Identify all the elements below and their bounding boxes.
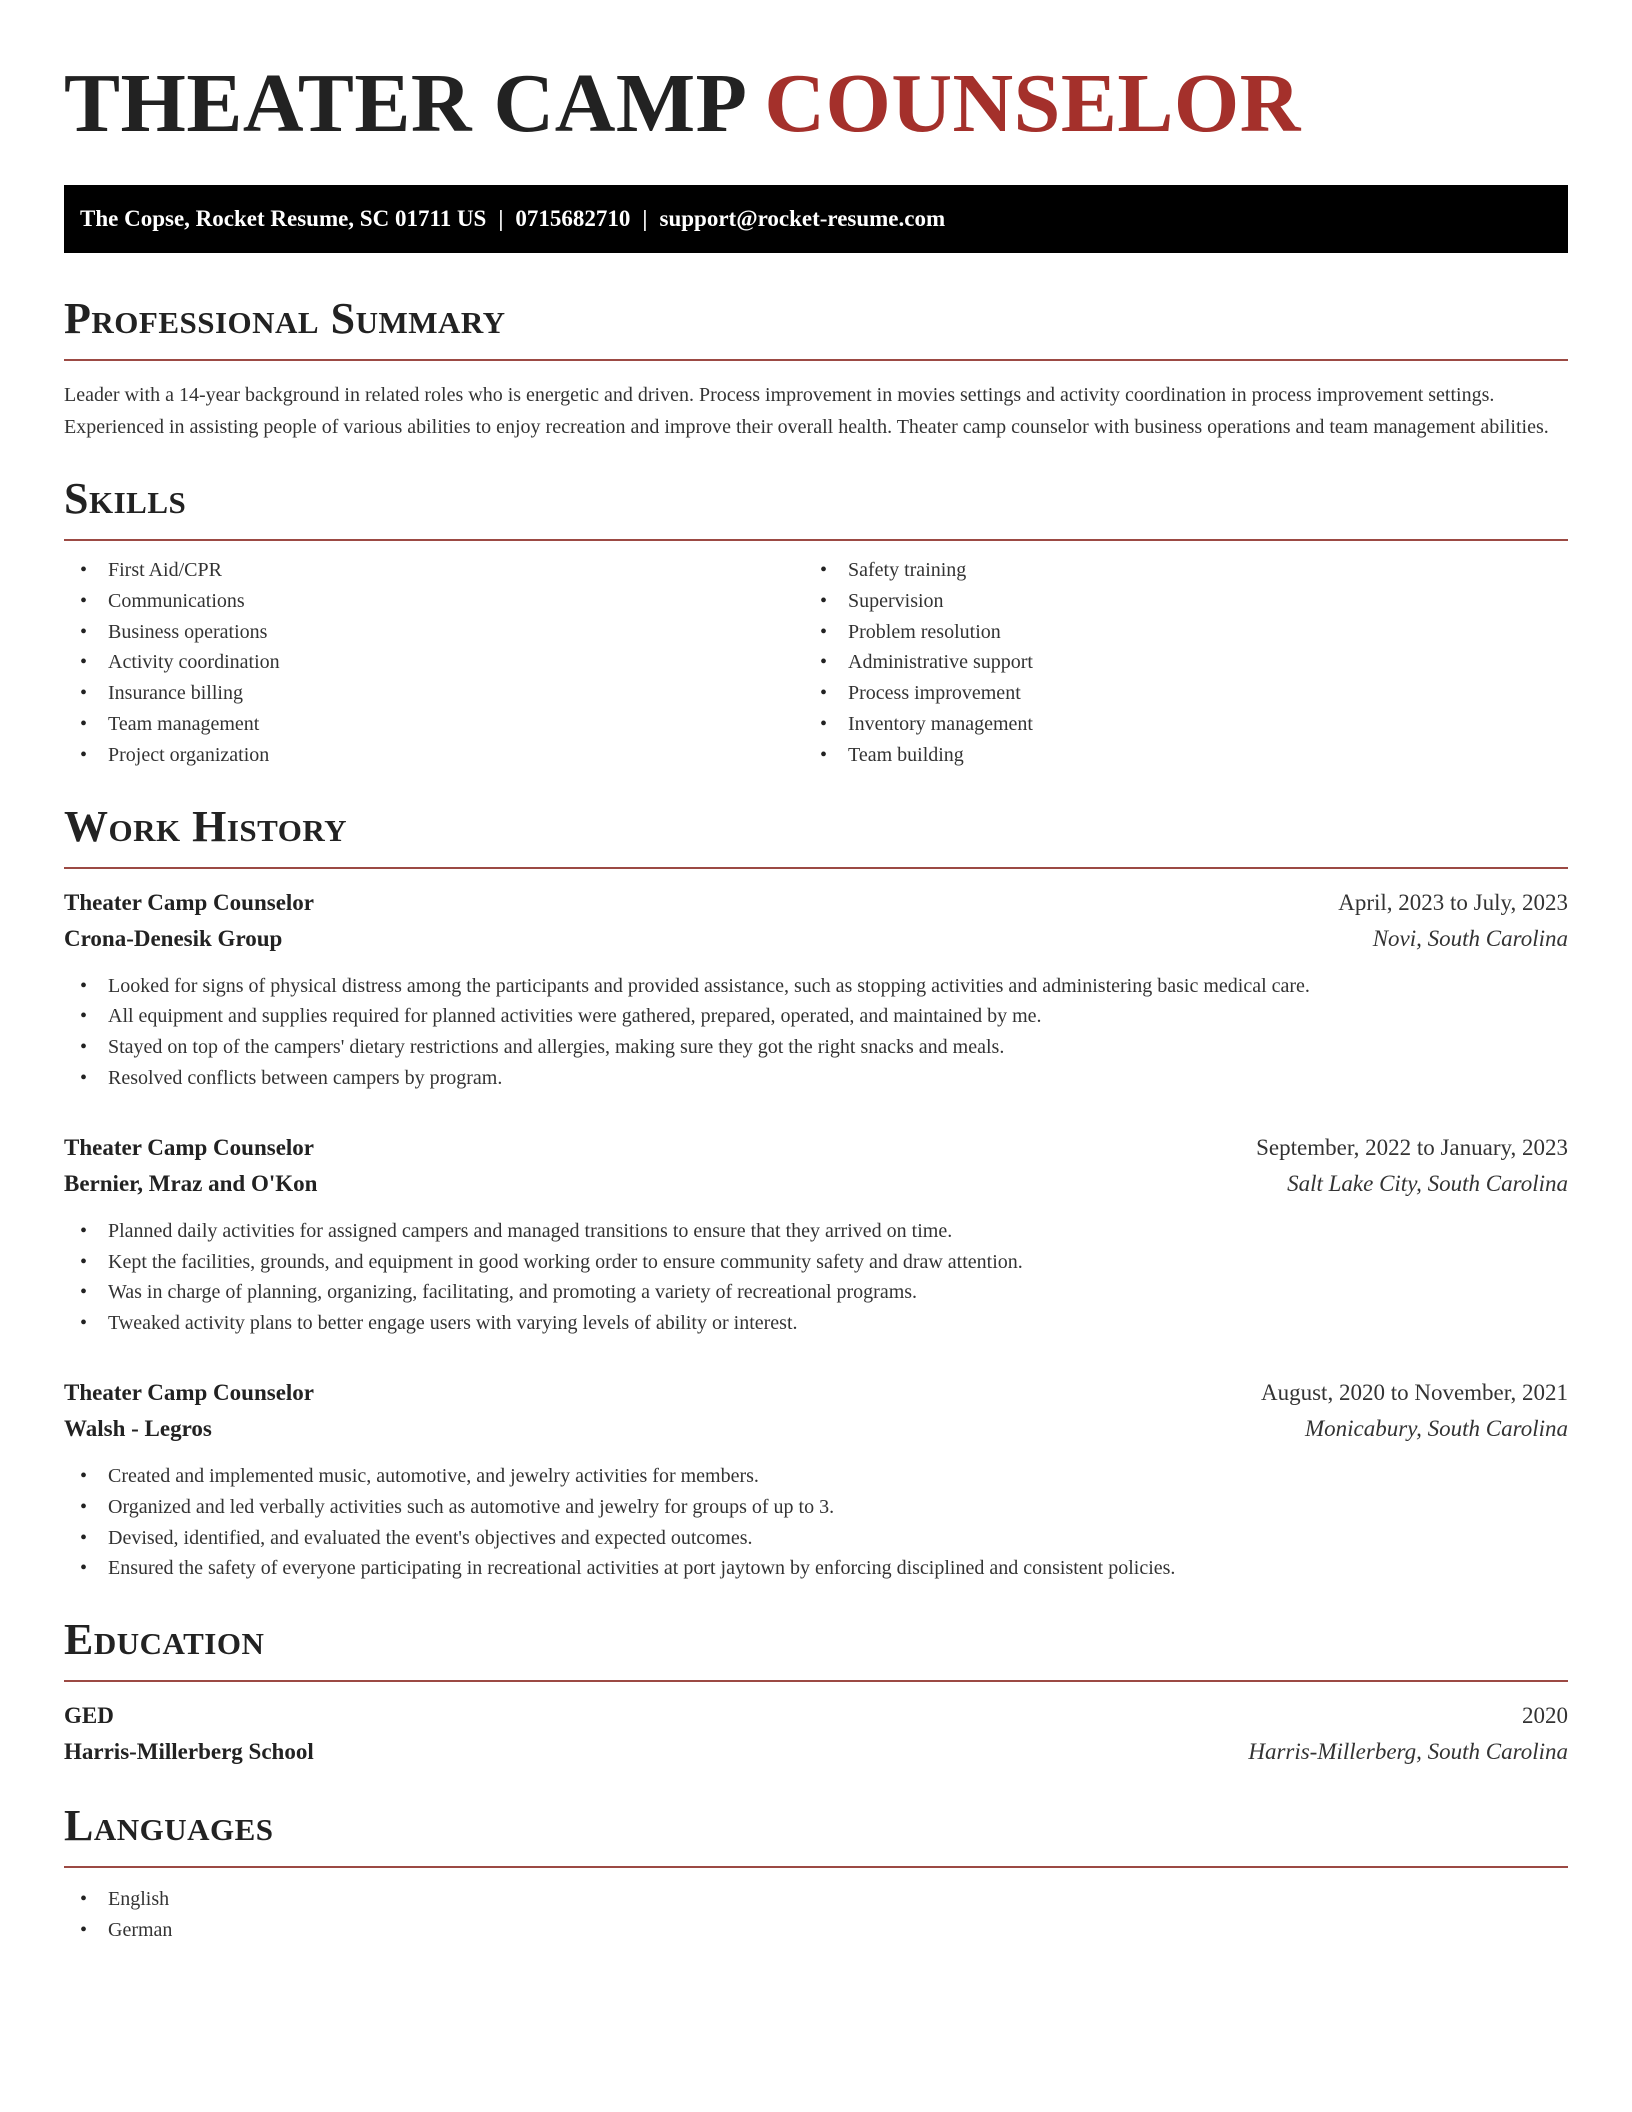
skill-item: • Communications — [64, 586, 804, 617]
skill-item: • Process improvement — [804, 678, 1544, 709]
skills-list-right — [804, 555, 1544, 771]
job-bullet: • Was in charge of planning, organizing, facilitating, and promoting a variety of recreational programs. — [64, 1277, 1568, 1308]
job-entry — [64, 885, 1568, 1094]
job-dates: August, 2020 to November, 2021 — [1261, 1379, 1568, 1405]
section-divider — [64, 1680, 1568, 1682]
skill-item: • Team management — [64, 709, 804, 740]
contact-separator: | — [642, 206, 648, 231]
job-company-row — [64, 1411, 1568, 1447]
education-school-row — [64, 1734, 1568, 1770]
section-divider — [64, 539, 1568, 541]
skills-column-right — [804, 555, 1544, 771]
job-title: Theater Camp Counselor — [64, 1134, 315, 1160]
education-entry — [64, 1698, 1568, 1770]
skill-item: • Administrative support — [804, 647, 1544, 678]
resume-page — [64, 0, 1568, 1946]
job-header-row — [64, 1375, 1568, 1411]
job-bullet: • Ensured the safety of everyone participating in recreational activities at port jaytown by enforcing disciplined and consistent policies. — [64, 1553, 1568, 1584]
job-company: Walsh - Legros — [64, 1415, 212, 1441]
job-bullet: • Stayed on top of the campers' dietary restrictions and allergies, making sure they got the right snacks and meals. — [64, 1032, 1568, 1063]
contact-phone: 0715682710 — [515, 206, 631, 231]
language-item: • German — [64, 1915, 1568, 1946]
job-title: Theater Camp Counselor — [64, 889, 315, 915]
job-entry — [64, 1375, 1568, 1584]
section-divider — [64, 867, 1568, 869]
contact-bar — [64, 185, 1568, 253]
language-item: • English — [64, 1884, 1568, 1915]
education-degree: GED — [64, 1703, 114, 1729]
title-part-1: THEATER CAMP — [64, 57, 743, 150]
job-company: Crona-Denesik Group — [64, 925, 283, 951]
job-entry — [64, 1130, 1568, 1339]
skill-item: • Insurance billing — [64, 678, 804, 709]
skill-item: • Inventory management — [804, 709, 1544, 740]
professional-summary-section — [64, 293, 1568, 443]
section-divider — [64, 1866, 1568, 1868]
summary-text: Leader with a 14-year background in related roles who is energetic and driven. Process improvement in movies settings and activity coordination in process improvement settings. Experienced in assisting people of various abilities to enjoy recreation and improve their overall health. Theater camp counselor with business operations and team management abilities. — [64, 384, 1549, 438]
section-heading: Work History — [64, 801, 348, 851]
job-bullet: • Kept the facilities, grounds, and equipment in good working order to ensure community safety and draw attention. — [64, 1247, 1568, 1278]
section-heading: Languages — [64, 1801, 274, 1851]
education-section — [64, 1614, 1568, 1770]
section-heading: Education — [64, 1615, 265, 1665]
skills-list-left — [64, 555, 804, 771]
skill-item: • Team building — [804, 740, 1544, 771]
job-company-row — [64, 1166, 1568, 1202]
languages-list — [64, 1884, 1568, 1946]
contact-email: support@rocket-resume.com — [659, 206, 946, 231]
education-year: 2020 — [1522, 1703, 1568, 1729]
job-bullets — [64, 1216, 1568, 1339]
skill-item: • First Aid/CPR — [64, 555, 804, 586]
job-bullet: • All equipment and supplies required for planned activities were gathered, prepared, operated, and maintained by me. — [64, 1001, 1568, 1032]
job-bullet: • Created and implemented music, automotive, and jewelry activities for members. — [64, 1461, 1568, 1492]
skill-item: • Business operations — [64, 617, 804, 648]
title-part-2: COUNSELOR — [764, 57, 1301, 150]
section-heading: Professional Summary — [64, 294, 506, 343]
job-bullet: • Planned daily activities for assigned campers and managed transitions to ensure that they arrived on time. — [64, 1216, 1568, 1247]
job-header-row — [64, 885, 1568, 921]
job-location: Salt Lake City, South Carolina — [1287, 1170, 1568, 1196]
job-bullet: • Resolved conflicts between campers by program. — [64, 1063, 1568, 1094]
education-header-row — [64, 1698, 1568, 1734]
contact-address: The Copse, Rocket Resume, SC 01711 US — [80, 206, 487, 231]
job-header-row — [64, 1130, 1568, 1166]
job-title: Theater Camp Counselor — [64, 1379, 315, 1405]
skills-columns — [64, 555, 1568, 771]
languages-section — [64, 1800, 1568, 1946]
skills-section — [64, 473, 1568, 771]
skill-item: • Supervision — [804, 586, 1544, 617]
skill-item: • Activity coordination — [64, 647, 804, 678]
job-dates: September, 2022 to January, 2023 — [1256, 1134, 1568, 1160]
skill-item: • Project organization — [64, 740, 804, 771]
work-history-section — [64, 801, 1568, 1585]
job-bullets — [64, 1461, 1568, 1584]
education-location: Harris-Millerberg, South Carolina — [1248, 1739, 1568, 1765]
skill-item: • Safety training — [804, 555, 1544, 586]
job-location: Novi, South Carolina — [1372, 925, 1568, 951]
job-bullet: • Organized and led verbally activities such as automotive and jewelry for groups of up to 3. — [64, 1492, 1568, 1523]
contact-separator: | — [498, 206, 504, 231]
job-company-row — [64, 921, 1568, 957]
section-divider — [64, 359, 1568, 361]
job-bullet: • Looked for signs of physical distress among the participants and provided assistance, such as stopping activities and administering basic medical care. — [64, 971, 1568, 1002]
job-bullet: • Tweaked activity plans to better engage users with varying levels of ability or interest. — [64, 1308, 1568, 1339]
job-company: Bernier, Mraz and O'Kon — [64, 1170, 318, 1196]
section-heading: Skills — [64, 474, 187, 523]
job-location: Monicabury, South Carolina — [1304, 1415, 1568, 1441]
skill-item: • Problem resolution — [804, 617, 1544, 648]
resume-title — [64, 0, 1568, 152]
job-bullets — [64, 971, 1568, 1094]
skills-column-left — [64, 555, 804, 771]
education-school: Harris-Millerberg School — [64, 1739, 314, 1765]
job-bullet: • Devised, identified, and evaluated the event's objectives and expected outcomes. — [64, 1523, 1568, 1554]
job-dates: April, 2023 to July, 2023 — [1338, 889, 1568, 915]
